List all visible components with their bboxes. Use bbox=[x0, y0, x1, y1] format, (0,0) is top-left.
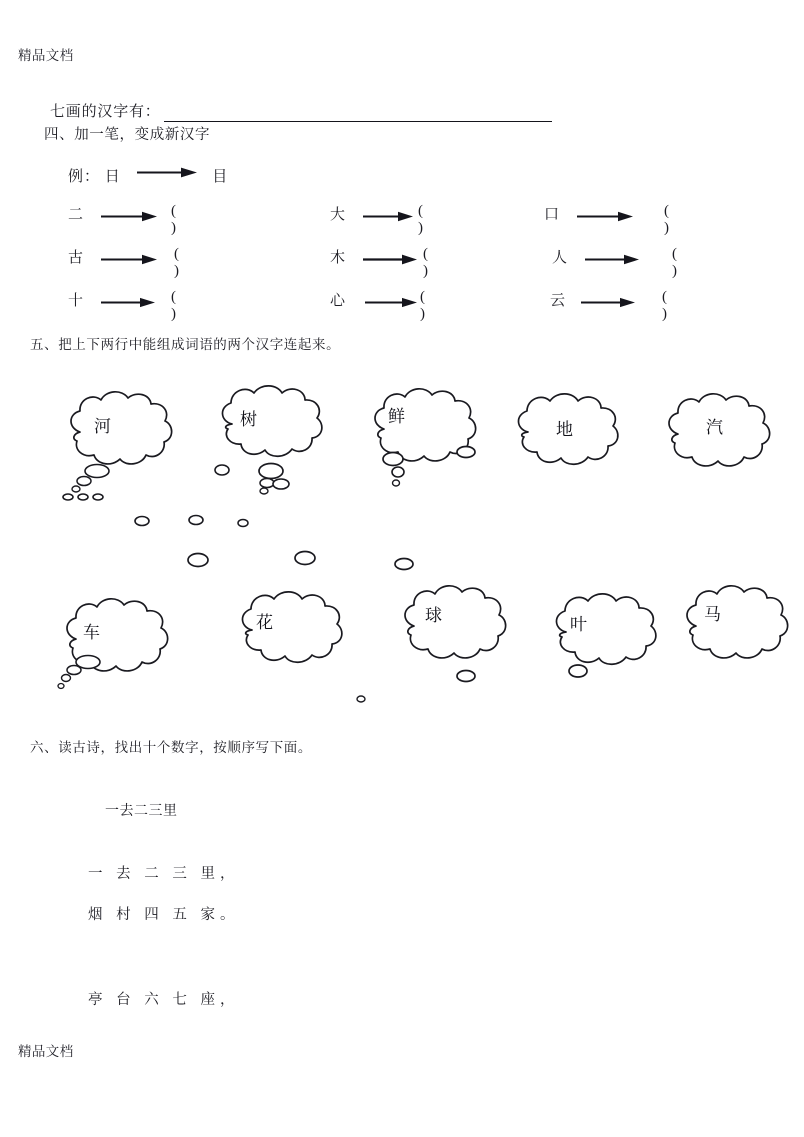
poem-line: 烟 村 四 五 家。 bbox=[88, 907, 240, 923]
cloud-word-bottom-2: 花 bbox=[256, 613, 273, 632]
cloud-word-top-5: 汽 bbox=[706, 418, 723, 437]
cloud-bubble-bottom-5[interactable] bbox=[687, 586, 788, 658]
example-label: 例： bbox=[68, 169, 101, 185]
paren-close: ) bbox=[662, 306, 668, 322]
paren-open: ( bbox=[418, 203, 424, 219]
section6-heading: 六、读古诗，找出十个数字，按顺序写下面。 bbox=[30, 740, 312, 755]
watermark-top: 精品文档 bbox=[18, 48, 74, 63]
source-char: 人 bbox=[552, 250, 568, 266]
paren-close: ) bbox=[672, 263, 678, 279]
paren-open: ( bbox=[664, 203, 670, 219]
source-char: 云 bbox=[550, 293, 566, 309]
paren-close: ) bbox=[171, 306, 177, 322]
source-char: 口 bbox=[544, 207, 560, 223]
cloud-bubble-top-1[interactable] bbox=[63, 392, 172, 500]
paren-open: ( bbox=[171, 289, 177, 305]
cloud-word-top-4: 地 bbox=[556, 420, 573, 439]
source-char: 十 bbox=[68, 293, 84, 309]
poem-title: 一去二三里 bbox=[105, 804, 178, 819]
cloud-bubble-bottom-3[interactable] bbox=[405, 586, 506, 658]
source-char: 二 bbox=[68, 207, 84, 223]
paren-open: ( bbox=[662, 289, 668, 305]
cloud-word-top-2: 树 bbox=[240, 410, 257, 429]
source-char: 古 bbox=[68, 250, 84, 266]
cloud-bubble-bottom-1[interactable] bbox=[58, 599, 168, 689]
section5-heading: 五、把上下两行中能组成词语的两个汉字连起来。 bbox=[30, 337, 341, 352]
paren-open: ( bbox=[420, 289, 426, 305]
section4-heading: 四、加一笔，变成新汉字 bbox=[44, 127, 211, 143]
cloud-bubble-bottom-4[interactable] bbox=[556, 594, 655, 677]
paren-close: ) bbox=[418, 220, 424, 236]
paren-close: ) bbox=[423, 263, 429, 279]
cloud-word-bottom-5: 马 bbox=[704, 605, 721, 624]
paren-close: ) bbox=[420, 306, 426, 322]
cloud-word-bottom-3: 球 bbox=[425, 606, 442, 625]
source-char: 大 bbox=[330, 207, 346, 223]
paren-close: ) bbox=[174, 263, 180, 279]
poem-line: 一 去 二 三 里， bbox=[88, 866, 240, 882]
section3-prompt: 七画的汉字有： bbox=[50, 104, 161, 120]
example-target-char: 目 bbox=[212, 169, 229, 185]
cloud-bubble-top-2[interactable] bbox=[215, 386, 322, 494]
source-char: 木 bbox=[330, 250, 346, 266]
watermark-bottom: 精品文档 bbox=[18, 1044, 74, 1059]
paren-open: ( bbox=[171, 203, 177, 219]
cloud-word-top-1: 河 bbox=[94, 417, 111, 436]
paren-close: ) bbox=[171, 220, 177, 236]
poem-line: 亭 台 六 七 座， bbox=[88, 992, 240, 1008]
paren-open: ( bbox=[423, 246, 429, 262]
source-char: 心 bbox=[330, 293, 346, 309]
paren-open: ( bbox=[672, 246, 678, 262]
cloud-word-bottom-1: 车 bbox=[83, 623, 100, 642]
example-source-char: 日 bbox=[104, 169, 121, 185]
paren-open: ( bbox=[174, 246, 180, 262]
cloud-word-bottom-4: 叶 bbox=[570, 615, 587, 634]
paren-close: ) bbox=[664, 220, 670, 236]
cloud-word-top-3: 鲜 bbox=[388, 407, 405, 426]
